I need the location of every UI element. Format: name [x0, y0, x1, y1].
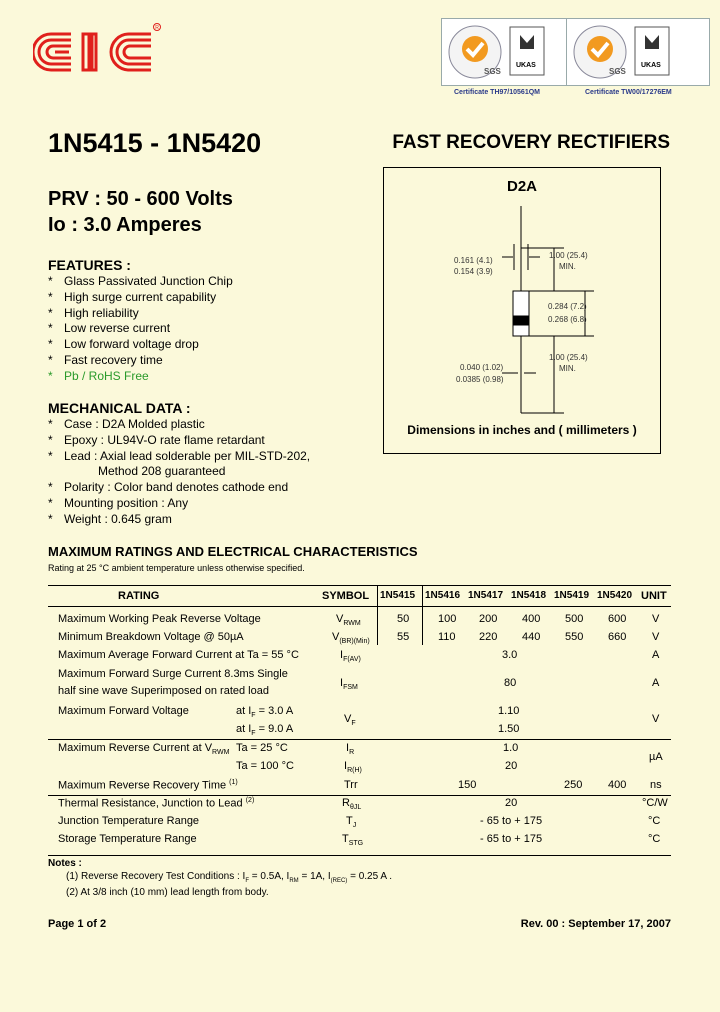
- list-item: * Low forward voltage drop: [48, 337, 199, 352]
- package-diagram: [383, 167, 661, 454]
- dim-label: 0.154 (3.9): [454, 267, 493, 276]
- features-heading: FEATURES :: [48, 257, 131, 273]
- page-number: Page 1 of 2: [48, 918, 107, 930]
- list-item: * Fast recovery time: [48, 352, 163, 367]
- diode-outline-icon: [384, 168, 660, 453]
- prv-spec: PRV : 50 - 600 Volts: [48, 188, 233, 210]
- io-spec: Io : 3.0 Amperes: [48, 214, 202, 236]
- revision: Rev. 00 : September 17, 2007: [520, 918, 671, 930]
- notes-heading: Notes :: [48, 858, 82, 869]
- features-list: [48, 274, 233, 385]
- note-2: (2) At 3/8 inch (10 mm) lead length from body.: [66, 887, 269, 898]
- dim-label: 1.00 (25.4): [549, 353, 588, 362]
- ratings-heading: MAXIMUM RATINGS AND ELECTRICAL CHARACTERISTICS: [48, 544, 418, 559]
- note-1: (1) Reverse Recovery Test Conditions : $I_F = 0.5A$, $I_{RM} = 1A$, $I_{(REC)} = 0.25$ A .: [66, 870, 393, 884]
- eic-logo: [33, 22, 163, 82]
- svg-text:R: R: [155, 25, 159, 31]
- certificate-badge: [441, 18, 585, 86]
- mechanical-heading: MECHANICAL DATA :: [48, 400, 191, 416]
- col-part: 1N5415: [380, 590, 416, 601]
- list-item: * High reliability: [48, 305, 139, 320]
- cert-left-label: SGS: [484, 67, 501, 76]
- sgs-badge-icon: [567, 19, 709, 85]
- diagram-title: D2A: [506, 178, 537, 195]
- list-item: * High surge current capability: [48, 289, 217, 304]
- list-item: * Low reverse current: [48, 321, 171, 336]
- dim-label: MIN.: [559, 364, 576, 373]
- category-title: FAST RECOVERY RECTIFIERS: [392, 132, 670, 153]
- col-part: 1N5418: [511, 590, 547, 601]
- list-item: * Glass Passivated Junction Chip: [48, 274, 233, 288]
- sgs-badge-icon: [442, 19, 584, 85]
- col-rating: RATING: [118, 590, 160, 602]
- list-item: Method 208 guaranteed: [98, 464, 226, 479]
- certificate-badge: [566, 18, 710, 86]
- list-item: * Epoxy : UL94V-O rate flame retardant: [48, 432, 265, 447]
- col-unit: UNIT: [641, 590, 667, 602]
- col-part: 1N5419: [554, 590, 590, 601]
- ratings-table: RATING SYMBOL 1N5415 1N5416 1N5417 1N5418 1N5419 1N5420 UNIT Maximum Working Peak Reverse Voltage $V_{RWM}$ 50 100 200 400 500 600 V Minimum Breakdown Voltage @ 50µA $V_{(BR)(Min)}$ 55 110 220 440 550 660 V Maximum Average Forward Current at Ta = 55 °C $I_{F(AV)}$ 3.0 A Maximum Forward Surge Current 8.3ms Single half sine wave Superimposed on rated load $I_{FSM}$ 80 A Maximum Forward Voltage at $I_F = 3.0$ A at $I_F = 9.0$ A $V_F$ 1.10 1.50 V Maximum Reverse Current at $V_{RWM}$ Ta = 25 °C Ta = 100 °C $I_R$ $I_{R(H)}$ 1.0 20 µA Maximum Reverse Recovery Time $^{(1)}$ Trr 150 250 400 ns Thermal Resistance, Junction to Lead $^{(2)}$ $R_{\theta JL}$ 20 °C/W Junction Temperature Range $T_J$ - 65 to + 175 °C Storage Temperature Range $T_{STG}$ - 65 to + 175 °C: [48, 585, 671, 855]
- dim-label: 0.268 (6.8): [548, 315, 587, 324]
- list-item: * Case : D2A Molded plastic: [48, 417, 205, 431]
- col-symbol: SYMBOL: [322, 590, 370, 602]
- col-part: 1N5420: [597, 590, 633, 601]
- cert-right-label: UKAS: [641, 62, 661, 69]
- ratings-subheading: Rating at 25 °C ambient temperature unless otherwise specified.: [48, 563, 305, 573]
- notes: [48, 858, 392, 900]
- col-part: 1N5416: [425, 590, 461, 601]
- dim-label: MIN.: [559, 262, 576, 271]
- dim-label: 0.0385 (0.98): [456, 375, 504, 384]
- mechanical-list: [48, 417, 310, 528]
- cert-left-label: SGS: [609, 67, 626, 76]
- list-item: * Lead : Axial lead solderable per MIL-STD-202,: [48, 448, 311, 463]
- dim-label: 1.00 (25.4): [549, 251, 588, 260]
- dim-label: 0.040 (1.02): [460, 363, 504, 372]
- list-item: * Pb / RoHS Free: [48, 368, 149, 383]
- cert-right-label: UKAS: [516, 62, 536, 69]
- list-item: * Weight : 0.645 gram: [48, 511, 172, 526]
- dim-label: 0.161 (4.1): [454, 256, 493, 265]
- part-number-title: 1N5415 - 1N5420: [48, 128, 262, 158]
- diagram-caption: Dimensions in inches and ( millimeters ): [407, 423, 637, 437]
- list-item: * Mounting position : Any: [48, 495, 189, 510]
- cert-caption: Certificate TW00/17276EM: [585, 89, 672, 96]
- dim-label: 0.284 (7.2): [548, 302, 587, 311]
- list-item: * Polarity : Color band denotes cathode end: [48, 480, 289, 495]
- col-part: 1N5417: [468, 590, 504, 601]
- cert-caption: Certificate TH97/10561QM: [454, 89, 540, 96]
